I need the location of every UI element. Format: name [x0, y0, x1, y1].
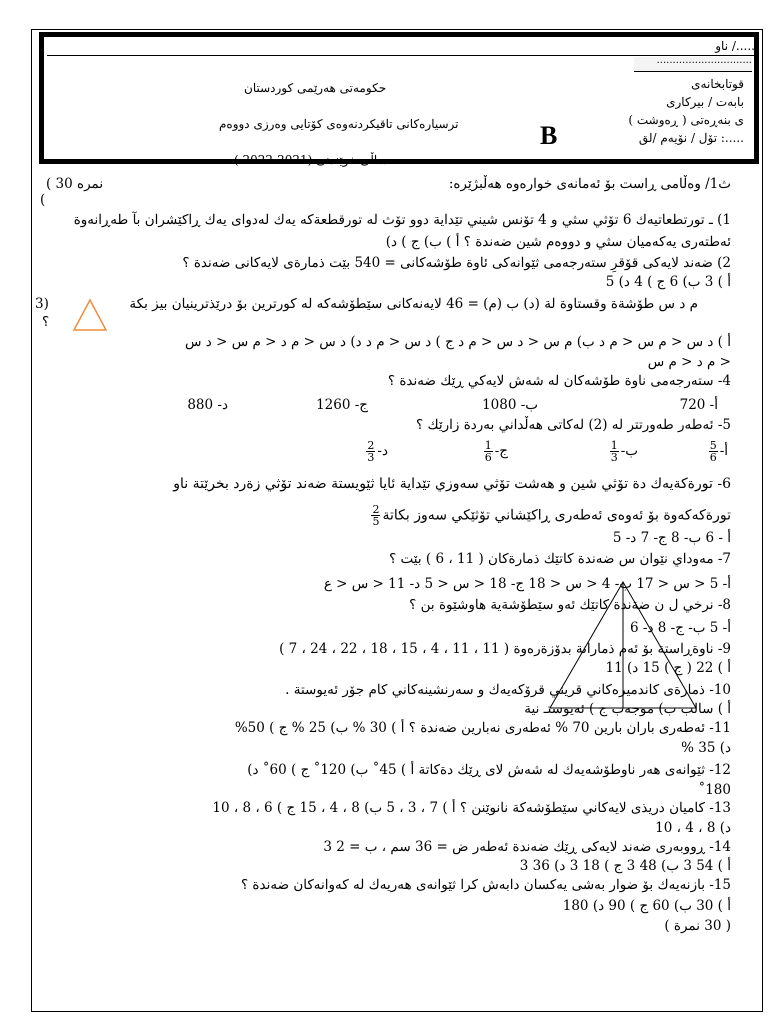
- q6-line2: تورةكەكەوة بۆ ئەوەى ئەطەرى ڕاكێشاني تۆثێكي سەوز بكاتة $\frac{2}{5}$: [372, 503, 731, 528]
- q12-option-d: 180˚: [698, 782, 731, 798]
- q8-triangle-diagram: [548, 580, 698, 710]
- q1-line1: 1) ـ تورتطعاتیەك 6 تۆثي سثي و 4 تۆنس شيني تێداية دوو تۆث لە تورقطعةكە يەك لەدواى يەك ڕاكێشران بآ طەڕانەوة: [73, 212, 731, 228]
- q11-option-d: د) 35 %: [681, 740, 731, 756]
- section-marks: ( 30 نمرە: [46, 176, 104, 192]
- q15-options: أ ) 30 ب) 60 ج ) 90 د) 180: [562, 898, 731, 914]
- next-section-marks: ( 30 نمرة ): [664, 918, 731, 934]
- q6-line1: 6- تورةكةيەك دة تۆثي شين و هەشت تۆثي سەوزي تێداية ئايا ثێويستة ضەند تۆثي زةرد بخرێتة ناو: [173, 476, 731, 492]
- q9-text: 9- ناوةڕاستة بۆ ئەم ذمارانة بدۆزةرەوة ( 11 ، 11 ، 4 ، 15 ، 18 ، 22 ، 24 ، 7 ): [279, 641, 731, 657]
- fraction-1-6: $\frac{1}{6}$: [484, 439, 492, 464]
- q3-question-mark: ؟: [42, 314, 50, 330]
- q3-options: أ ) د س < م س < م د ب) م س < د س < م د ج ) د س < م د د) د س < م د < م س < د س: [185, 334, 731, 350]
- q1-line2: ئەطتەرى يەكەميان سثي و دووەم شين ضەندة ؟ أ ) ب) ج ) د): [385, 234, 731, 250]
- q8-text: 8- نرخي ل ن ضةندة كاتێك ئەو سێطۆشةية هاوشێوة بن ؟: [409, 597, 731, 613]
- exam-version: B: [540, 121, 558, 150]
- q3-number: (3: [35, 296, 49, 312]
- q5-opt-a: أ- $\frac{5}{6}$: [709, 439, 728, 464]
- section-paren: ): [40, 192, 46, 208]
- q4-opt-d: د- 880: [187, 397, 228, 413]
- name-field[interactable]: [47, 39, 759, 56]
- fraction-2-3: $\frac{2}{3}$: [367, 439, 375, 464]
- q15-text: 15- بازنەيەك بۆ ضوار بەشى يەكسان دابەش كرا ثێوانەى هەريەك لە كەوانەكان ضەندة ؟: [240, 877, 731, 893]
- exam-header: [39, 32, 759, 167]
- q14-options: أ ) 54 3 ب) 48 3 ج ) 18 3 د) 36 3: [519, 858, 731, 874]
- q5-text: 5- ئەطەر طەورتتر لە (2) لەكاتى هەڵداني بەردة زارێك ؟: [416, 417, 731, 433]
- q11-text: 11- ئەطەرى باران بارين 70 % ئەطەرى نەبارين ضەندة ؟ أ ) 30 % ب) 25 % ج ) 50%: [234, 720, 731, 736]
- q6-options: أ - 6 ب- 8 ج- 7 د- 5: [612, 530, 731, 546]
- school-label: قوتابخانەی: [691, 77, 744, 91]
- q4-opt-b: ب- 1080: [482, 397, 538, 413]
- government-title: حکومەتی هەرێمی کوردستان: [244, 81, 387, 95]
- q12-text: 12- ثێوانەى هەر ناوطۆشەيەك لە شەش لاى ڕێك دةكاتة أ ) 45˚ ب) 120˚ ج ) 60˚ د): [247, 762, 731, 778]
- q2-line1: 2) ضەند لايەكى قۆقرِ ستەرجەمى ثێوانەكى ئاوة طۆشەكانى = 540 بێت ذمارةى لايەكانى ضەندة ؟: [182, 255, 731, 271]
- q5-opt-b: ب- $\frac{1}{3}$: [610, 439, 638, 464]
- q2-options: أ ) 3 ب) 6 ج ) 4 د) 5: [605, 274, 731, 290]
- orange-triangle: [74, 300, 106, 330]
- orange-triangle-icon: [72, 296, 108, 332]
- time-label: تۆل / نۆیەم /لق :.....: [638, 131, 744, 145]
- q10-options: أ ) سالب ب) موجەب ج ) ئەيوستـ نية: [524, 701, 731, 717]
- q5-opt-c: ج- $\frac{1}{6}$: [484, 439, 508, 464]
- grade-label: ( ڕەوشت ) ی بنەڕەتی: [628, 113, 744, 127]
- q13-option-d: د) 8 ، 4 ، 10: [655, 820, 731, 836]
- subject-label: بابەت / بیرکاری: [666, 95, 744, 109]
- q7-options: أ- 5 < س < 17 ب- 4 < س < 18 ج- 18 < س < 5 د- 11 < س < ع: [323, 576, 731, 592]
- school-dots[interactable]: ..............................: [634, 57, 752, 72]
- q4-text: 4- ستەرجەمى ناوة طۆشەكان لە شەش لايەكي ڕێك ضەندة ؟: [387, 373, 731, 389]
- exam-title: ترسیارەکانی تاقیکردنەوەی کۆتایی وەرزی دووەم: [219, 117, 459, 131]
- q9-options: أ ) 22 ( ج ) 15 د) 11: [605, 660, 731, 676]
- q3-options-cont: < م د < م س: [647, 354, 731, 370]
- q5-opt-d: د- $\frac{2}{3}$: [367, 439, 388, 464]
- fraction-2-5: $\frac{2}{5}$: [372, 503, 380, 528]
- q13-text: 13- كاميان دريذى لايەكاني سێطۆشەكة نانوێنن ؟ أ ) 7 ، 3 ، 5 ب) 8 ، 4 ، 15 ج ) 6 ، 8 ، 10: [212, 800, 731, 816]
- fraction-1-3: $\frac{1}{3}$: [610, 439, 618, 464]
- q8-options: أ- 5 ب- ج- 8 د- 6: [630, 620, 731, 636]
- q14-text: 14- ڕووبەرى ضەند لايەكى ڕێك ضەندة ئەطەر ض = 36 سم ، ب = 2 3: [323, 839, 731, 855]
- q10-text: 10- ذمارةى كاندميرەكاني قريني قرۆكەيەك و سەرنشينەكاني كام جۆر ئەيوستة .: [285, 682, 731, 698]
- name-label: ناو /.....: [715, 39, 755, 53]
- section-title: ث1/ وەڵامی ڕاست بۆ ئەمانەی خوارەوە هەڵبژێرە:: [448, 176, 731, 192]
- q3-line1: م د س طۆشةة وقستاوة لة (د) ب (م) = 46 لايەنەكانى سێطۆشەكە لە كورترين بۆ درێذترينيان بيز بكة: [129, 296, 698, 312]
- q4-opt-a: أ- 720: [679, 397, 718, 413]
- q7-text: 7- مەوداي نێوان س ضەندة كاتێك ذمارةكان ( 11 ، 6 ) بێت ؟: [389, 551, 731, 567]
- academic-year: ساڵی خوێندنی (2021-2022 ): [234, 153, 388, 167]
- fraction-5-6: $\frac{5}{6}$: [709, 439, 717, 464]
- q4-opt-c: ج- 1260: [316, 397, 368, 413]
